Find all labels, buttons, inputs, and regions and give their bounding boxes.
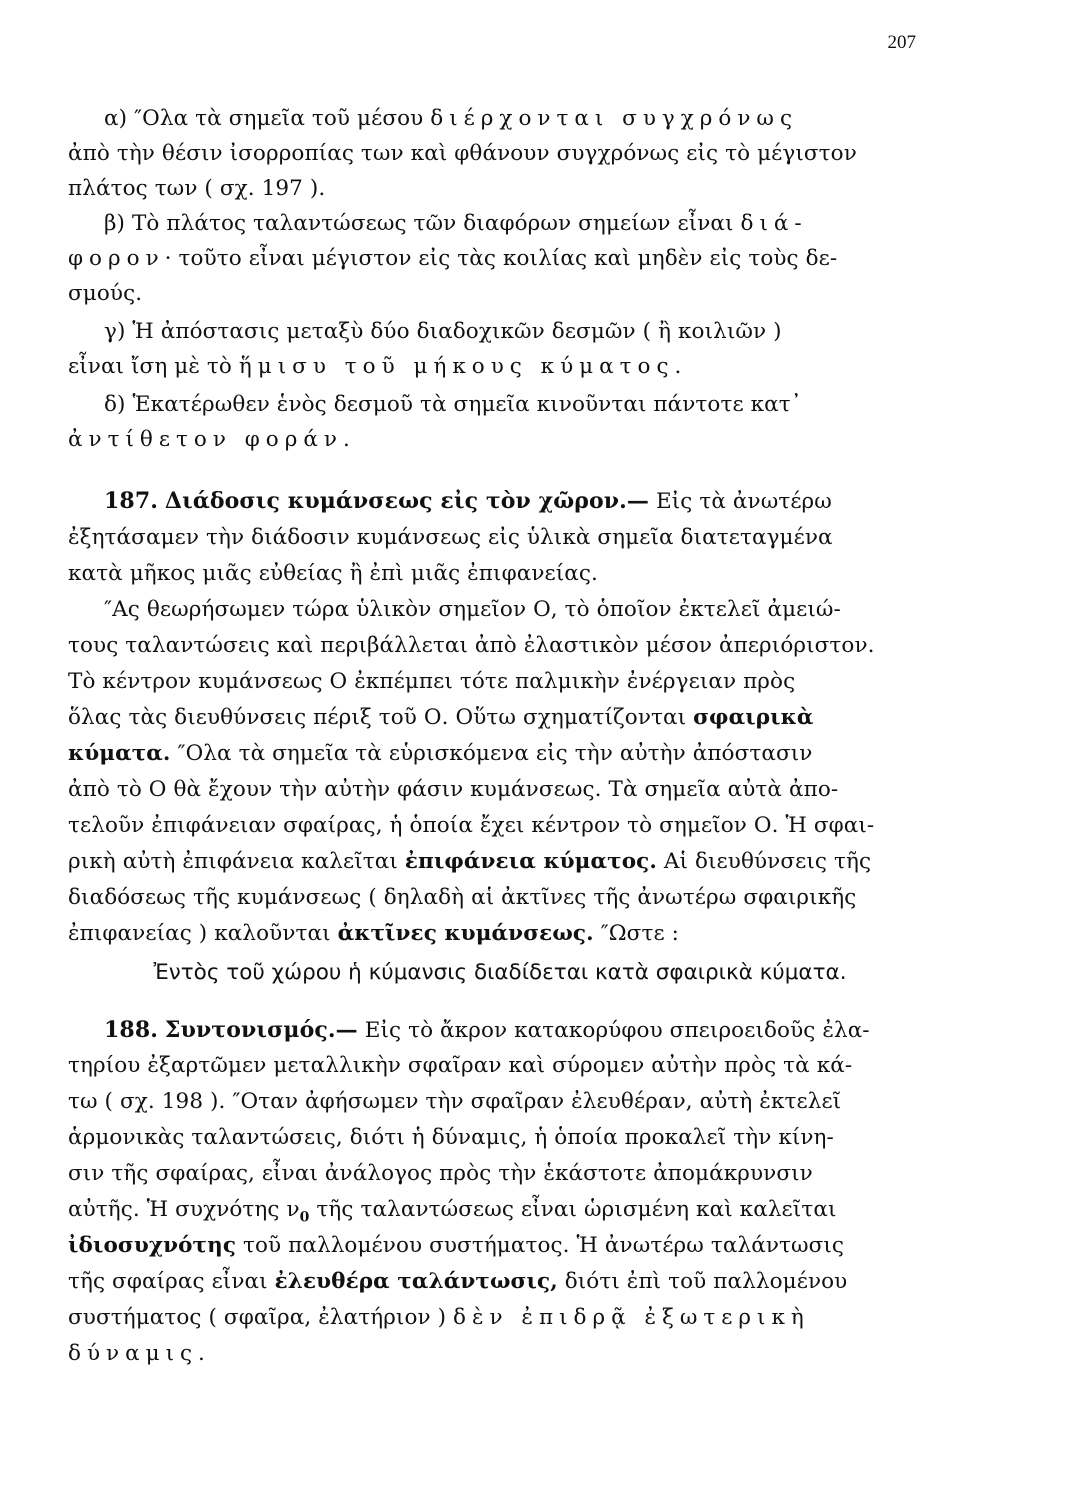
text-line: κατὰ μῆκος μιᾶς εὐθείας ἢ ἐπὶ μιᾶς ἐπιφανείας.	[68, 561, 598, 586]
text: ὅλας τὰς διευθύνσεις πέριξ τοῦ Ο. Οὕτω σχηματίζονται	[68, 705, 694, 730]
section-title: Συντονισμός.—	[164, 1017, 358, 1043]
text: ″Ολα τὰ σημεῖα τὰ εὑρισκόμενα εἰς τὴν αὐτὴν ἀπόστασιν	[170, 741, 813, 766]
list-item-a	[104, 102, 920, 136]
text: συστήματος ( σφαῖρα, ἐλατήριον )	[68, 1305, 454, 1330]
text-line: ἁρμονικὰς ταλαντώσεις, διότι ἡ δύναμις, ἡ ὁποία προκαλεῖ τὴν κίνη-	[68, 1125, 834, 1150]
list-item-b	[104, 207, 920, 241]
bold-term: ἐπιφάνεια κύματος.	[404, 849, 657, 874]
spaced-text: ἥμισυ τοῦ μήκους κύματος	[238, 354, 675, 379]
page-number: 207	[887, 32, 916, 53]
text: β) Τὸ πλάτος ταλαντώσεως τῶν διαφόρων σημείων εἶναι	[104, 211, 741, 236]
spaced-text: διέρχονται συγχρόνως	[430, 106, 798, 131]
text-line: σμούς.	[68, 281, 143, 306]
text-line	[68, 845, 920, 879]
text: διότι ἐπὶ τοῦ παλλομένου	[557, 1269, 848, 1294]
text: Αἱ διευθύνσεις τῆς	[656, 849, 872, 874]
text: α) ″Ολα τὰ σημεῖα τοῦ μέσου	[104, 106, 431, 131]
spaced-text: ἀντίθετον φοράν	[68, 427, 343, 452]
text-line: διαδόσεως τῆς κυμάνσεως ( δηλαδὴ αἱ ἀκτῖνες τῆς ἀνωτέρω σφαιρικῆς	[68, 885, 857, 910]
text: τῆς ταλαντώσεως εἶναι ὡρισμένη καὶ καλεῖται	[309, 1197, 837, 1222]
key-statement: Ἐντὸς τοῦ χώρου ἡ κύμανσις διαδίδεται κατὰ σφαιρικὰ κύματα.	[153, 960, 847, 985]
bold-term: σφαιρικὰ	[693, 705, 814, 730]
text-line: τους ταλαντώσεις καὶ περιβάλλεται ἀπὸ ἐλαστικὸν μέσον ἀπεριόριστον.	[68, 633, 875, 658]
text: .	[674, 354, 682, 379]
text: ρικὴ αὐτὴ ἐπιφάνεια καλεῖται	[68, 849, 405, 874]
text-line: πλάτος των ( σχ. 197 ).	[68, 176, 326, 201]
text: .	[342, 427, 350, 452]
section-187-heading	[104, 484, 920, 518]
text-line	[68, 1229, 920, 1263]
text-line: τελοῦν ἐπιφάνειαν σφαίρας, ἡ ὁποία ἔχει κέντρον τὸ σημεῖον Ο. Ἡ σφαι-	[68, 813, 875, 838]
section-number: 187.	[104, 488, 158, 514]
bold-term: κύματα.	[68, 741, 171, 766]
bold-term: ἀκτῖνες κυμάνσεως.	[337, 921, 594, 946]
text-line	[68, 423, 920, 457]
text-line	[68, 701, 920, 735]
text: τοῦ παλλομένου συστήματος. Ἡ ἀνωτέρω ταλάντωσις	[236, 1233, 845, 1258]
text-line: ἀπὸ τὸ Ο θὰ ἔχουν τὴν αὐτὴν φάσιν κυμάνσεως. Τὰ σημεῖα αὐτὰ ἀπο-	[68, 777, 839, 802]
text-line: ″Ας θεωρήσωμεν τώρα ὑλικὸν σημεῖον Ο, τὸ ὁποῖον ἐκτελεῖ ἀμειώ-	[104, 597, 841, 622]
section-188-heading	[104, 1013, 920, 1047]
list-item-d: δ) Ἑκατέρωθεν ἑνὸς δεσμοῦ τὰ σημεῖα κινοῦνται πάντοτε κατ᾽	[104, 392, 802, 417]
subscript: 0	[299, 1209, 310, 1226]
text-line	[68, 737, 920, 771]
text-line	[68, 1265, 920, 1299]
text-line: ἀπὸ τὴν θέσιν ἰσορροπίας των καὶ φθάνουν συγχρόνως εἰς τὸ μέγιστον	[68, 141, 857, 166]
list-item-c: γ) Ἡ ἀπόστασις μεταξὺ δύο διαδοχικῶν δεσμῶν ( ἢ κοιλιῶν )	[104, 319, 782, 344]
text-line: ἐξητάσαμεν τὴν διάδοσιν κυμάνσεως εἰς ὑλικὰ σημεῖα διατεταγμένα	[68, 525, 833, 550]
text-line: τηρίου ἐξαρτῶμεν μεταλλικὴν σφαῖραν καὶ σύρομεν αὐτὴν πρὸς τὰ κά-	[68, 1053, 853, 1078]
bold-term: ἰδιοσυχνότης	[68, 1233, 237, 1258]
bold-term: ἐλευθέρα ταλάντωσις,	[274, 1269, 558, 1294]
spaced-text: φορον	[68, 246, 165, 271]
text: Εἰς τὰ ἀνωτέρω	[655, 489, 832, 514]
spaced-text: διά-	[740, 211, 808, 236]
spaced-text: δύναμις.	[68, 1341, 211, 1366]
text-line: Τὸ κέντρον κυμάνσεως Ο ἐκπέμπει τότε παλμικὴν ἐνέργειαν πρὸς	[68, 669, 796, 694]
text-line	[68, 917, 920, 951]
text-line: σιν τῆς σφαίρας, εἶναι ἀνάλογος πρὸς τὴν ἑκάστοτε ἀπομάκρυνσιν	[68, 1161, 813, 1186]
text-line	[68, 350, 920, 384]
section-number: 188.	[104, 1017, 158, 1043]
text-line	[68, 1193, 920, 1227]
text: · τοῦτο εἶναι μέγιστον εἰς τὰς κοιλίας καὶ μηδὲν εἰς τοὺς δε-	[164, 246, 838, 271]
text: αὐτῆς. Ἡ συχνότης	[68, 1197, 287, 1222]
text-line	[68, 242, 920, 276]
text: ″Ωστε :	[593, 921, 679, 946]
text-line	[68, 1301, 920, 1335]
text-line	[68, 1337, 920, 1371]
text: τῆς σφαίρας εἶναι	[68, 1269, 275, 1294]
text: εἶναι ἴση μὲ τὸ	[68, 354, 239, 379]
section-title: Διάδοσις κυμάνσεως εἰς τὸν χῶρον.—	[164, 488, 650, 514]
spaced-text: δὲν ἐπιδρᾷ ἐξωτερικὴ	[453, 1305, 810, 1330]
text-line: τω ( σχ. 198 ). ″Οταν ἀφήσωμεν τὴν σφαῖραν ἐλευθέραν, αὐτὴ ἐκτελεῖ	[68, 1089, 842, 1114]
text: Εἰς τὸ ἄκρον κατακορύφου σπειροειδοῦς ἐλα-	[364, 1018, 870, 1043]
symbol: ν	[286, 1197, 300, 1222]
text: ἐπιφανείας ) καλοῦνται	[68, 921, 338, 946]
